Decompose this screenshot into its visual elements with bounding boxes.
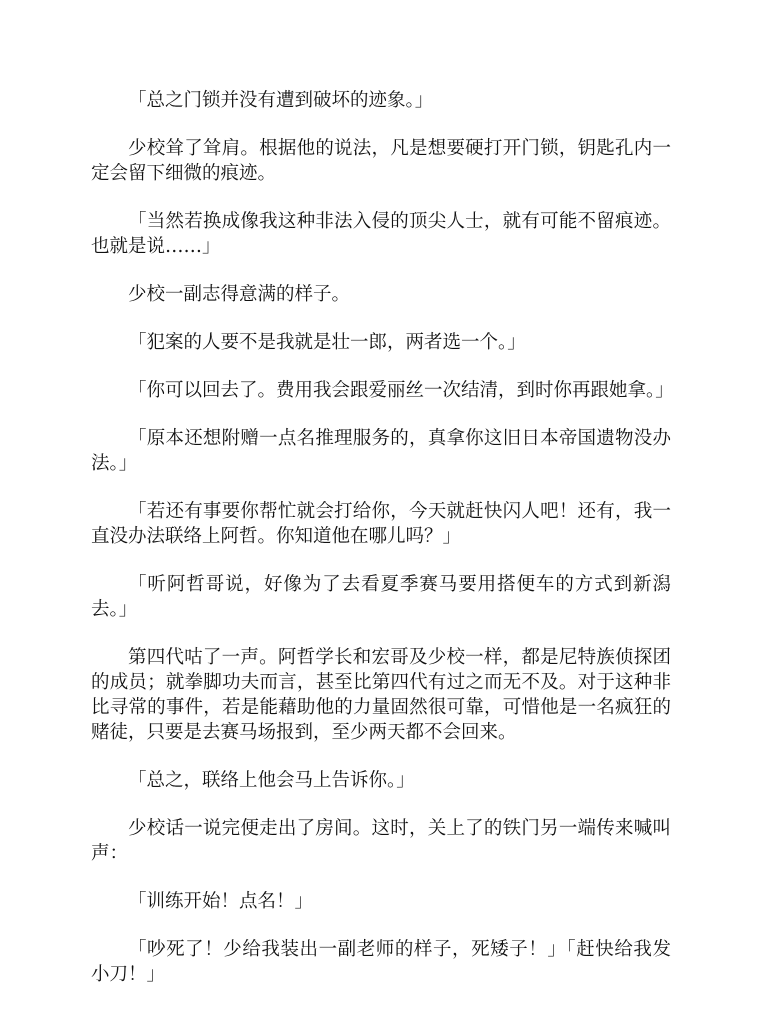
paragraph: 少校话一说完便走出了房间。这时，关上了的铁门另一端传来喊叫声： [91,818,671,864]
paragraph: 「你可以回去了。费用我会跟爱丽丝一次结清，到时你再跟她拿。」 [128,380,674,401]
page-body [91,88,674,1010]
paragraph: 「当然若换成像我这种非法入侵的顶尖人士，就有可能不留痕迹。也就是说……」 [91,211,671,257]
paragraph: 「总之，联络上他会马上告诉你。」 [128,770,415,791]
paragraph: 「总之门锁并没有遭到破坏的迹象。」 [128,90,434,111]
paragraph: 「犯案的人要不是我就是壮一郎，两者选一个。」 [128,332,526,353]
paragraph: 「听阿哲哥说，好像为了去看夏季赛马要用搭便车的方式到新潟去。」 [91,574,671,620]
paragraph: 第四代咕了一声。阿哲学长和宏哥及少校一样，都是尼特族侦探团的成员；就拳脚功夫而言，甚至比第四代有过之而无不及。对于这种非比寻常的事件，若是能藉助他的力量固然很可靠，可惜他是一名疯狂的赌徒，只要是去赛马场报到，至少两天都不会回来。 [91,647,671,743]
paragraph: 「若还有事要你帮忙就会打给你，今天就赶快闪人吧！还有，我一直没办法联络上阿哲。你知道他在哪儿吗？」 [91,501,671,547]
paragraph: 「吵死了！少给我装出一副老师的样子，死矮子！」「赶快给我发小刀！」 [91,939,671,985]
paragraph: 「训练开始！点名！」 [128,891,314,912]
paragraph: 少校一副志得意满的样子。 [128,284,351,305]
paragraph: 「原本还想附赠一点名推理服务的，真拿你这旧日本帝国遗物没办法。」 [91,428,671,474]
paragraph: 少校耸了耸肩。根据他的说法，凡是想要硬打开门锁，钥匙孔内一定会留下细微的痕迹。 [91,138,671,184]
